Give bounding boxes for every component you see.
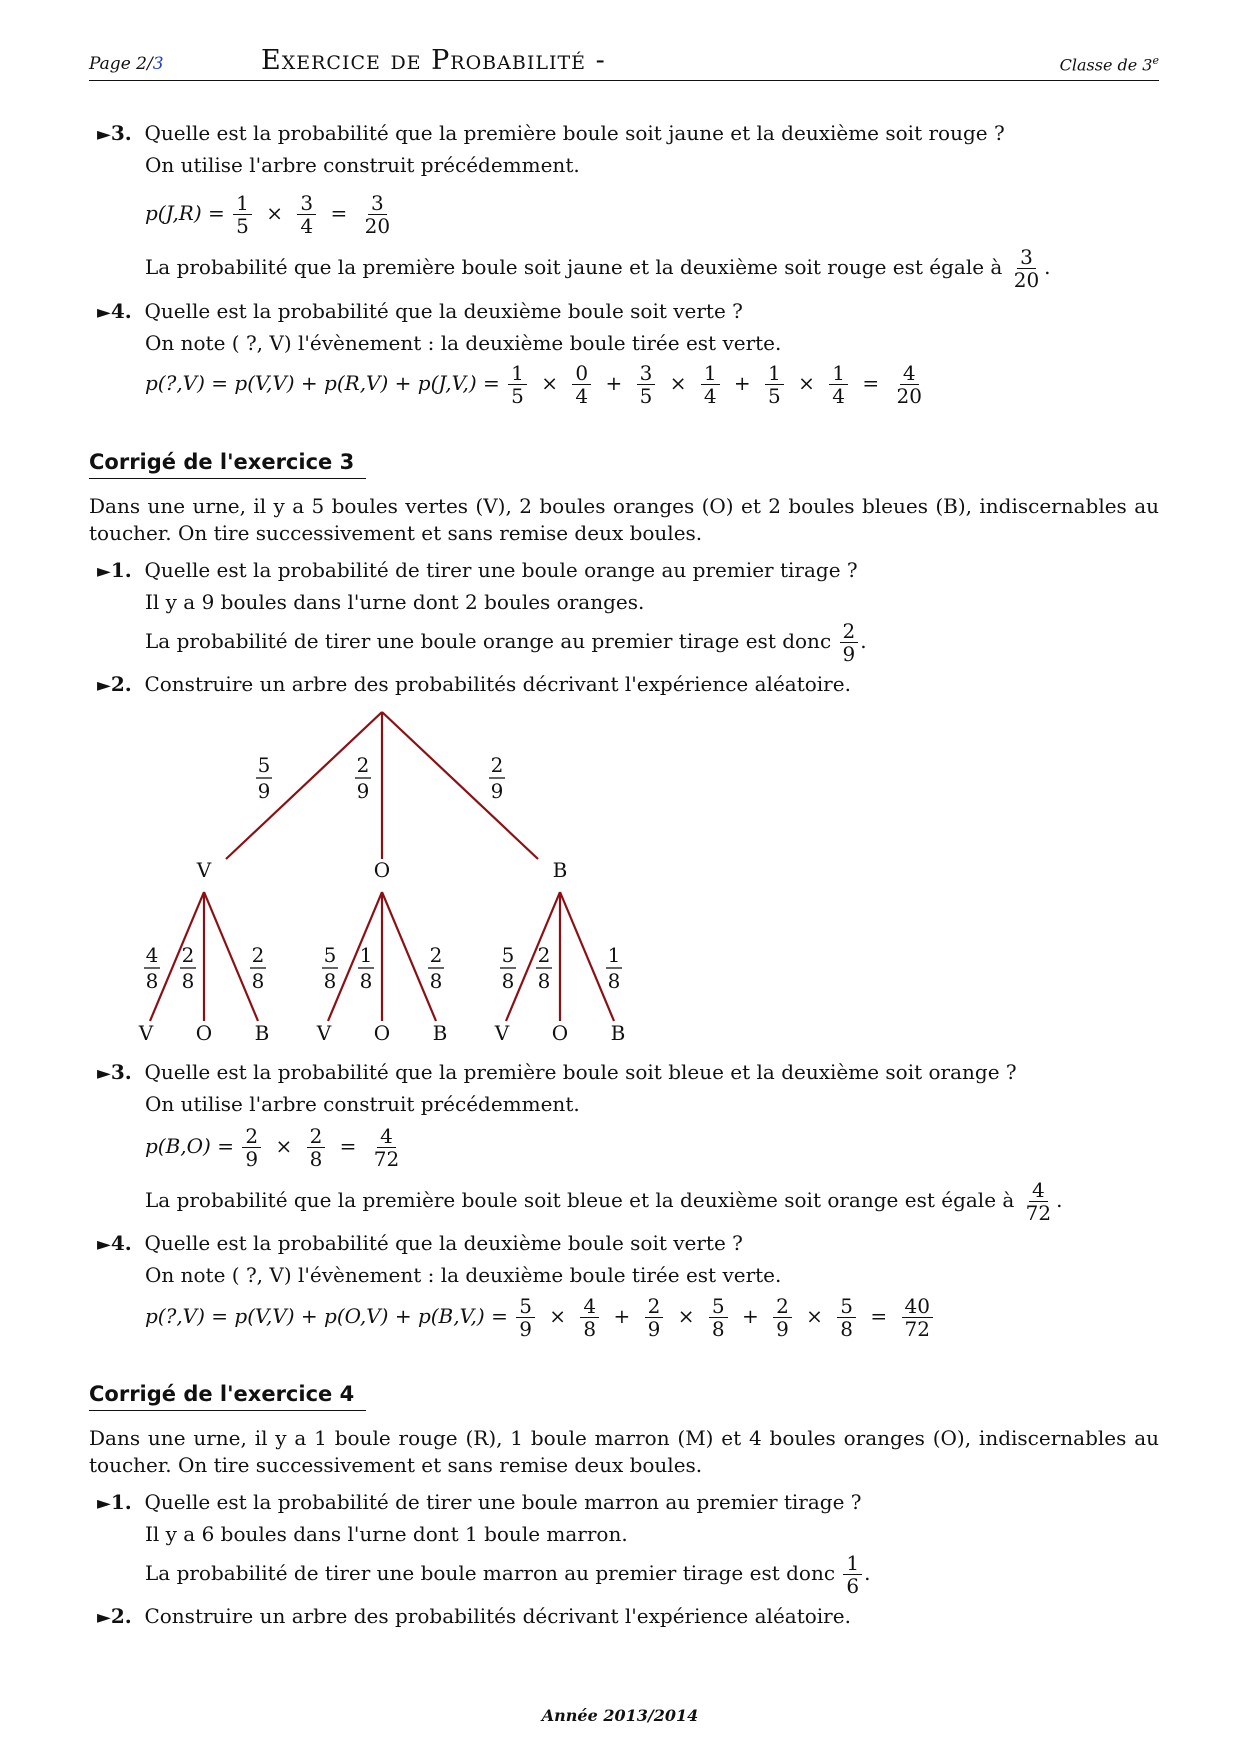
answer-fraction: $\frac{3}{20}$ xyxy=(1013,245,1040,292)
ex3-q4-formula: p(?,V) = p(V,V) + p(O,V) + p(B,V,) = $\frac{5}{9}$ × $\frac{4}{8}$ + $\frac{2}{9}$ × $\frac{5}{8}$ + $\frac{2}{9}$ × $\frac{5}{8}$ = $\frac{40}{72}$ xyxy=(145,1295,935,1340)
tree-node-label: V xyxy=(196,858,212,882)
page-number xyxy=(89,54,164,74)
tree-leaf-label: V xyxy=(494,1021,510,1045)
tree-prob-level1-numerator: 2 xyxy=(356,753,370,777)
tree-leaf-label: B xyxy=(610,1021,626,1045)
tree-prob-level2-denominator: 8 xyxy=(181,969,195,993)
ex4-intro: Dans une urne, il y a 1 boule rouge (R), 1 boule marron (M) et 4 boules oranges (O), indiscernables au toucher. On tire successivement et sans remise deux boules. xyxy=(89,1426,1159,1477)
ex2-q3-question xyxy=(97,120,1005,148)
question-number: 3. xyxy=(110,121,132,145)
tree-leaf-label: O xyxy=(373,1021,391,1045)
tree-prob-level2-numerator: 2 xyxy=(181,943,195,967)
tree-prob-level2-numerator: 1 xyxy=(607,943,621,967)
ex2-q4-formula: p(?,V) = p(V,V) + p(R,V) + p(J,V,) = $\frac{1}{5}$ × $\frac{0}{4}$ + $\frac{3}{5}$ × $\frac{1}{4}$ + $\frac{1}{5}$ × $\frac{1}{4}$ = $\frac{4}{20}$ xyxy=(145,361,922,408)
tree-branch-level2 xyxy=(204,892,258,1021)
times-sign: × xyxy=(266,201,284,225)
ex3-q2-question: ►2. Construire un arbre des probabilités décrivant l'expérience aléatoire. xyxy=(97,672,851,696)
ex2-q4-note: On note ( ?, V) l'évènement : la deuxième boule tirée est verte. xyxy=(145,331,782,355)
bullet-icon: ► xyxy=(97,675,111,696)
bullet-icon: ► xyxy=(97,1234,111,1255)
bullet-icon: ► xyxy=(97,124,111,145)
tree-branch-level2 xyxy=(382,892,436,1021)
tree-prob-level2-numerator: 5 xyxy=(323,943,337,967)
ex3-q3-intro: On utilise l'arbre construit précédemment. xyxy=(145,1092,580,1116)
tree-prob-level2-denominator: 8 xyxy=(537,969,551,993)
question-number: 4. xyxy=(110,299,132,323)
tree-prob-level1-denominator: 9 xyxy=(257,779,271,803)
ex3-q1-question: ►1. Quelle est la probabilité de tirer une boule orange au premier tirage ? xyxy=(97,558,858,582)
tree-leaf-label: O xyxy=(195,1021,213,1045)
tree-prob-level2-numerator: 2 xyxy=(429,943,443,967)
answer-fraction: $\frac{4}{72}$ xyxy=(1025,1178,1052,1225)
tree-prob-level2-numerator: 4 xyxy=(145,943,159,967)
ex3-q1-info: Il y a 9 boules dans l'urne dont 2 boules oranges. xyxy=(145,590,645,614)
tree-prob-level2-denominator: 8 xyxy=(501,969,515,993)
bullet-icon: ► xyxy=(97,1063,111,1084)
ex3-q4-note: On note ( ?, V) l'évènement : la deuxième boule tirée est verte. xyxy=(145,1263,782,1287)
ex4-q1-question: ►1. Quelle est la probabilité de tirer une boule marron au premier tirage ? xyxy=(97,1490,862,1514)
answer-fraction: $\frac{1}{6}$ xyxy=(843,1552,862,1597)
tree-leaf-label: V xyxy=(138,1021,154,1045)
tree-prob-level2-denominator: 8 xyxy=(251,969,265,993)
page-footer: Année 2013/2014 xyxy=(541,1706,699,1725)
class-label xyxy=(1060,54,1159,74)
tree-node-label: O xyxy=(373,858,391,882)
tree-prob-level2-numerator: 5 xyxy=(501,943,515,967)
tree-prob-level1-denominator: 9 xyxy=(490,779,504,803)
document-title: Exercice de Probabilité - xyxy=(261,45,606,76)
tree-prob-level1-numerator: 5 xyxy=(257,753,271,777)
formula-lhs: p(J,R) = xyxy=(145,201,225,225)
bullet-icon: ► xyxy=(97,1607,111,1628)
tree-prob-level2-denominator: 8 xyxy=(359,969,373,993)
tree-prob-level2-denominator: 8 xyxy=(607,969,621,993)
tree-branch-level1 xyxy=(382,712,538,859)
ex2-q3-answer: La probabilité que la première boule soit jaune et la deuxième soit rouge est égale à $\frac{3}{20}$ . xyxy=(145,245,1051,292)
formula-lhs: p(?,V) = p(V,V) + p(R,V) + p(J,V,) = xyxy=(145,371,500,395)
tree-leaf-label: V xyxy=(316,1021,332,1045)
tree-prob-level2-denominator: 8 xyxy=(145,969,159,993)
fraction: $\frac{3}{20}$ xyxy=(364,191,391,238)
tree-prob-level2-denominator: 8 xyxy=(323,969,337,993)
page-label: Page 2/ xyxy=(89,54,153,74)
tree-leaf-label: B xyxy=(254,1021,270,1045)
equals-sign: = xyxy=(330,201,348,225)
page-total-link[interactable]: 3 xyxy=(152,54,164,74)
ex3-q1-answer: La probabilité de tirer une boule orange au premier tirage est donc $\frac{2}{9}$ . xyxy=(145,619,867,666)
tree-prob-level1-numerator: 2 xyxy=(490,753,504,777)
answer-text: La probabilité que la première boule soit jaune et la deuxième soit rouge est égale à xyxy=(145,255,1003,279)
question-text: Quelle est la probabilité que la première boule soit jaune et la deuxième soit rouge ? xyxy=(144,121,1005,145)
ex3-heading: Corrigé de l'exercice 3 xyxy=(89,450,366,474)
tree-prob-level2-numerator: 1 xyxy=(359,943,373,967)
probability-tree xyxy=(120,706,640,1046)
question-text: Quelle est la probabilité que la deuxième boule soit verte ? xyxy=(144,299,743,323)
tree-node-label: B xyxy=(552,858,568,882)
tree-prob-level2-numerator: 2 xyxy=(537,943,551,967)
ex3-q4-question: ►4. Quelle est la probabilité que la deuxième boule soit verte ? xyxy=(97,1231,743,1255)
bullet-icon: ► xyxy=(97,302,111,323)
class-superscript: e xyxy=(1152,53,1159,67)
class-text: Classe de 3 xyxy=(1059,55,1153,74)
bullet-icon: ► xyxy=(97,561,111,582)
tree-prob-level1-denominator: 9 xyxy=(356,779,370,803)
bullet-icon: ► xyxy=(97,1493,111,1514)
ex3-q3-formula: p(B,O) = $\frac{2}{9}$ × $\frac{2}{8}$ = $\frac{4}{72}$ xyxy=(145,1124,400,1171)
tree-prob-level2-denominator: 8 xyxy=(429,969,443,993)
tree-prob-level2-numerator: 2 xyxy=(251,943,265,967)
ex2-q4-question xyxy=(97,298,743,326)
page-header xyxy=(89,40,1159,81)
ex4-q1-info: Il y a 6 boules dans l'urne dont 1 boule marron. xyxy=(145,1522,628,1546)
ex2-q3-intro: On utilise l'arbre construit précédemment. xyxy=(145,153,580,177)
ex4-q2-question: ►2. Construire un arbre des probabilités décrivant l'expérience aléatoire. xyxy=(97,1604,851,1628)
ex4-q1-answer: La probabilité de tirer une boule marron au premier tirage est donc $\frac{1}{6}$ . xyxy=(145,1551,871,1598)
ex3-intro: Dans une urne, il y a 5 boules vertes (V), 2 boules oranges (O) et 2 boules bleues (B), indiscernables au toucher. On tire successivement et sans remise deux boules. xyxy=(89,494,1159,545)
answer-fraction: $\frac{2}{9}$ xyxy=(840,620,859,665)
ex3-q3-answer: La probabilité que la première boule soit bleue et la deuxième soit orange est égale à $\frac{4}{72}$ . xyxy=(145,1178,1063,1225)
ex4-heading: Corrigé de l'exercice 4 xyxy=(89,1382,366,1406)
ex3-q3-question: ►3. Quelle est la probabilité que la première boule soit bleue et la deuxième soit orange ? xyxy=(97,1060,1017,1084)
fraction: $\frac{1}{5}$ xyxy=(233,192,252,237)
tree-branch-level2 xyxy=(560,892,614,1021)
ex2-q3-formula xyxy=(145,192,395,237)
tree-leaf-label: O xyxy=(551,1021,569,1045)
fraction: $\frac{3}{4}$ xyxy=(297,192,316,237)
tree-leaf-label: B xyxy=(432,1021,448,1045)
